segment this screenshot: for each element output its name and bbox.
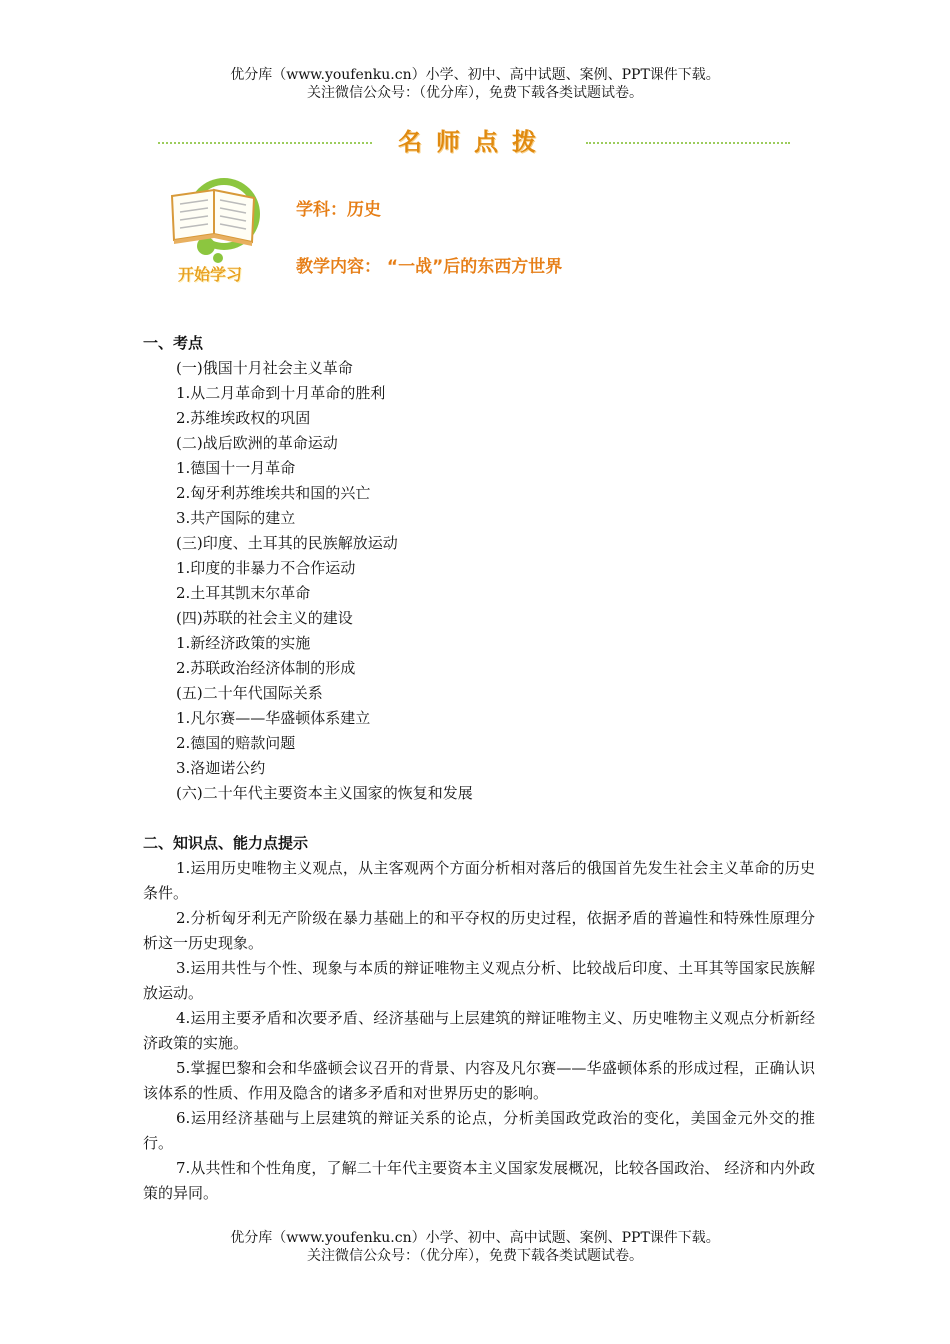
list-item: (六)二十年代主要资本主义国家的恢复和发展 (176, 784, 473, 802)
list-item: 2.土耳其凯末尔革命 (176, 584, 311, 602)
list-item: 3.共产国际的建立 (176, 509, 296, 527)
page-footer (0, 1229, 950, 1265)
list-item: 1.印度的非暴力不合作运动 (176, 559, 356, 577)
list-item: (四)苏联的社会主义的建设 (176, 609, 353, 627)
paragraph: 7.从共性和个性角度，了解二十年代主要资本主义国家发展概况，比较各国政治、 经济和内外政策的异同。 (143, 1159, 815, 1202)
paragraph: 3.运用共性与个性、现象与本质的辩证唯物主义观点分析、比较战后印度、土耳其等国家民族解放运动。 (143, 959, 815, 1002)
banner-divider-left (158, 142, 372, 144)
teaching-content-label: 教学内容： “一战”后的东西方世界 (296, 257, 563, 277)
list-item: 2.匈牙利苏维埃共和国的兴亡 (176, 484, 371, 502)
list-item: (三)印度、土耳其的民族解放运动 (176, 534, 398, 552)
list-item: (五)二十年代国际关系 (176, 684, 323, 702)
list-item: (一)俄国十月社会主义革命 (176, 359, 353, 377)
list-item: 1.德国十一月革命 (176, 459, 296, 477)
knowledge-points (143, 856, 815, 1206)
header-line-1: 优分库（www.youfenku.cn）小学、初中、高中试题、案例、PPT课件下载。 (230, 67, 720, 83)
main-content (143, 331, 815, 1206)
section-banner (158, 124, 790, 160)
paragraph: 2.分析匈牙利无产阶级在暴力基础上的和平夺权的历史过程，依据矛盾的普遍性和特殊性原理分析这一历史现象。 (143, 909, 815, 952)
exam-points-list (143, 356, 815, 806)
footer-line-1: 优分库（www.youfenku.cn）小学、初中、高中试题、案例、PPT课件下载。 (230, 1230, 720, 1246)
logo-caption: 开始学习 (178, 265, 243, 284)
list-item: 2.苏联政治经济体制的形成 (176, 659, 356, 677)
paragraph: 6.运用经济基础与上层建筑的辩证关系的论点，分析美国政党政治的变化，美国金元外交的推行。 (143, 1109, 815, 1152)
list-item: 2.苏维埃政权的巩固 (176, 409, 311, 427)
paragraph: 5.掌握巴黎和会和华盛顿会议召开的背景、内容及凡尔赛——华盛顿体系的形成过程，正确认识该体系的性质、作用及隐含的诸多矛盾和对世界历史的影响。 (143, 1059, 815, 1102)
footer-line-2: 关注微信公众号：（优分库），免费下载各类试题试卷。 (307, 1248, 643, 1264)
header-line-2: 关注微信公众号：（优分库），免费下载各类试题试卷。 (307, 85, 643, 101)
paragraph: 1.运用历史唯物主义观点，从主客观两个方面分析相对落后的俄国首先发生社会主义革命的历史条件。 (143, 859, 815, 902)
list-item: 1.从二月革命到十月革命的胜利 (176, 384, 386, 402)
list-item: 3.洛迦诺公约 (176, 759, 266, 777)
banner-title: 名师点拨 (398, 128, 550, 156)
list-item: 1.凡尔赛——华盛顿体系建立 (176, 709, 371, 727)
subject-label: 学科：历史 (296, 200, 381, 220)
page-header (0, 66, 950, 102)
section-1-title: 一、考点 (143, 334, 204, 352)
list-item: 1.新经济政策的实施 (176, 634, 311, 652)
section-2-title: 二、知识点、能力点提示 (143, 834, 309, 852)
paragraph: 4.运用主要矛盾和次要矛盾、经济基础与上层建筑的辩证唯物主义、历史唯物主义观点分析新经济政策的实施。 (143, 1009, 815, 1052)
list-item: (二)战后欧洲的革命运动 (176, 434, 338, 452)
section-spacer (143, 806, 815, 831)
banner-divider-right (586, 142, 790, 144)
list-item: 2.德国的赔款问题 (176, 734, 296, 752)
